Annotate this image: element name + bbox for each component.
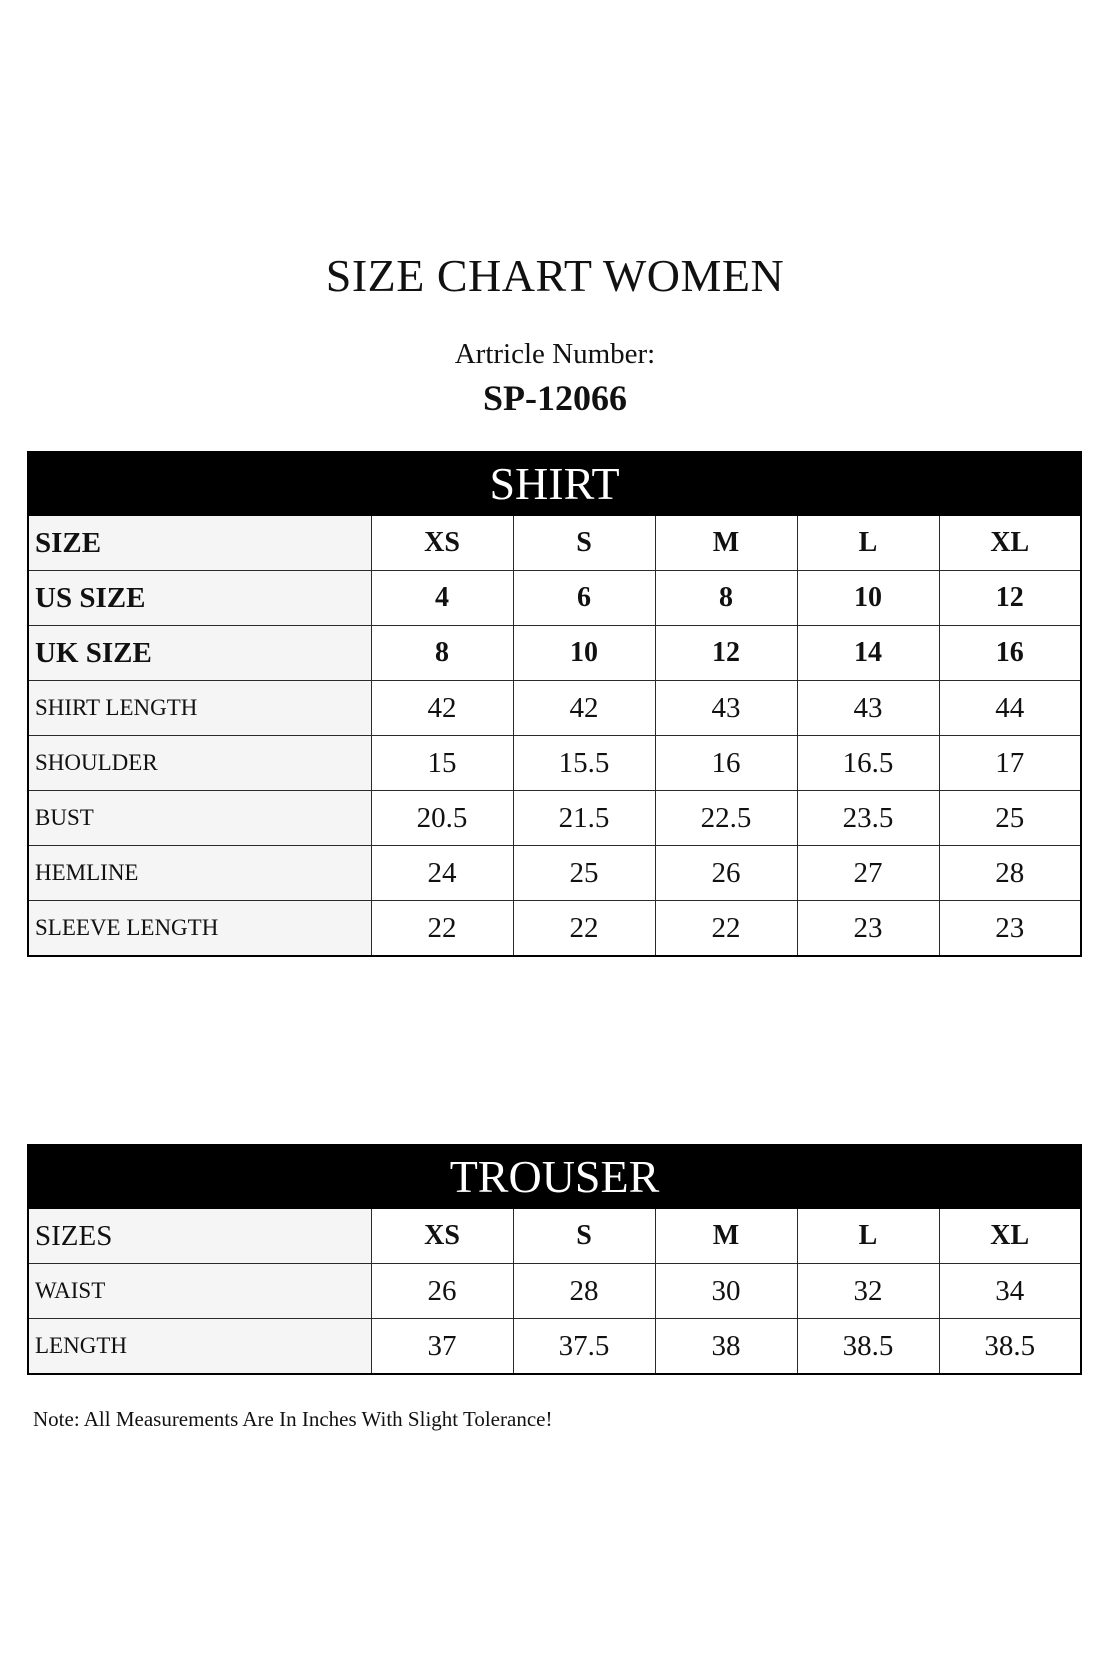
table-cell: 15	[371, 736, 513, 791]
table-cell: 17	[939, 736, 1081, 791]
table-cell: 15.5	[513, 736, 655, 791]
table-cell: 38	[655, 1319, 797, 1375]
trouser-banner: TROUSER	[28, 1145, 1081, 1208]
row-label-shirt-length: SHIRT LENGTH	[28, 681, 371, 736]
row-label-sizes: SIZES	[28, 1208, 371, 1264]
table-row	[28, 846, 1081, 901]
table-row	[28, 1208, 1081, 1264]
table-cell: 10	[797, 571, 939, 626]
table-cell: 42	[371, 681, 513, 736]
table-cell: 8	[371, 626, 513, 681]
table-cell: 37	[371, 1319, 513, 1375]
table-cell: 24	[371, 846, 513, 901]
table-cell: 42	[513, 681, 655, 736]
table-cell: XL	[939, 515, 1081, 571]
row-label-hemline: HEMLINE	[28, 846, 371, 901]
table-cell: XS	[371, 515, 513, 571]
table-cell: 38.5	[797, 1319, 939, 1375]
shirt-banner: SHIRT	[28, 452, 1081, 515]
table-cell: 23.5	[797, 791, 939, 846]
table-cell: 32	[797, 1264, 939, 1319]
table-cell: L	[797, 515, 939, 571]
measurement-note: Note: All Measurements Are In Inches With Slight Tolerance!	[33, 1407, 553, 1431]
row-label-shoulder: SHOULDER	[28, 736, 371, 791]
table-cell: 28	[513, 1264, 655, 1319]
table-cell: 23	[939, 901, 1081, 957]
table-cell: 22	[371, 901, 513, 957]
shirt-size-table	[27, 451, 1082, 957]
trouser-size-table	[27, 1144, 1082, 1375]
table-cell: 28	[939, 846, 1081, 901]
table-row	[28, 791, 1081, 846]
table-cell: 25	[939, 791, 1081, 846]
row-label-bust: BUST	[28, 791, 371, 846]
row-label-sleeve-length: SLEEVE LENGTH	[28, 901, 371, 957]
table-cell: S	[513, 1208, 655, 1264]
table-row	[28, 901, 1081, 957]
table-row	[28, 626, 1081, 681]
table-cell: 38.5	[939, 1319, 1081, 1375]
table-cell: 8	[655, 571, 797, 626]
table-cell: 26	[655, 846, 797, 901]
table-cell: 4	[371, 571, 513, 626]
table-cell: 22	[513, 901, 655, 957]
table-cell: L	[797, 1208, 939, 1264]
table-cell: XS	[371, 1208, 513, 1264]
table-cell: 44	[939, 681, 1081, 736]
table-cell: 25	[513, 846, 655, 901]
table-cell: 43	[797, 681, 939, 736]
table-cell: 12	[939, 571, 1081, 626]
table-cell: 22	[655, 901, 797, 957]
table-cell: 43	[655, 681, 797, 736]
table-row	[28, 515, 1081, 571]
table-cell: 6	[513, 571, 655, 626]
table-row	[28, 681, 1081, 736]
article-number-label: Artricle Number:	[454, 338, 656, 370]
table-cell: 16.5	[797, 736, 939, 791]
table-cell: 34	[939, 1264, 1081, 1319]
row-label-waist: WAIST	[28, 1264, 371, 1319]
table-cell: M	[655, 1208, 797, 1264]
article-number-value: SP-12066	[483, 378, 627, 418]
table-cell: M	[655, 515, 797, 571]
table-cell: 37.5	[513, 1319, 655, 1375]
table-row	[28, 736, 1081, 791]
table-cell: 27	[797, 846, 939, 901]
table-cell: S	[513, 515, 655, 571]
row-label-length: LENGTH	[28, 1319, 371, 1375]
table-row	[28, 1319, 1081, 1375]
table-cell: 16	[655, 736, 797, 791]
table-cell: 22.5	[655, 791, 797, 846]
table-row	[28, 571, 1081, 626]
table-row	[28, 1264, 1081, 1319]
table-cell: 16	[939, 626, 1081, 681]
table-cell: 21.5	[513, 791, 655, 846]
table-cell: 10	[513, 626, 655, 681]
row-label-us-size: US SIZE	[28, 571, 371, 626]
row-label-uk-size: UK SIZE	[28, 626, 371, 681]
row-label-size: SIZE	[28, 515, 371, 571]
table-cell: 20.5	[371, 791, 513, 846]
table-cell: 12	[655, 626, 797, 681]
table-cell: 14	[797, 626, 939, 681]
table-cell: 30	[655, 1264, 797, 1319]
table-cell: 26	[371, 1264, 513, 1319]
table-cell: 23	[797, 901, 939, 957]
table-cell: XL	[939, 1208, 1081, 1264]
page-title: SIZE CHART WOMEN	[325, 250, 785, 301]
